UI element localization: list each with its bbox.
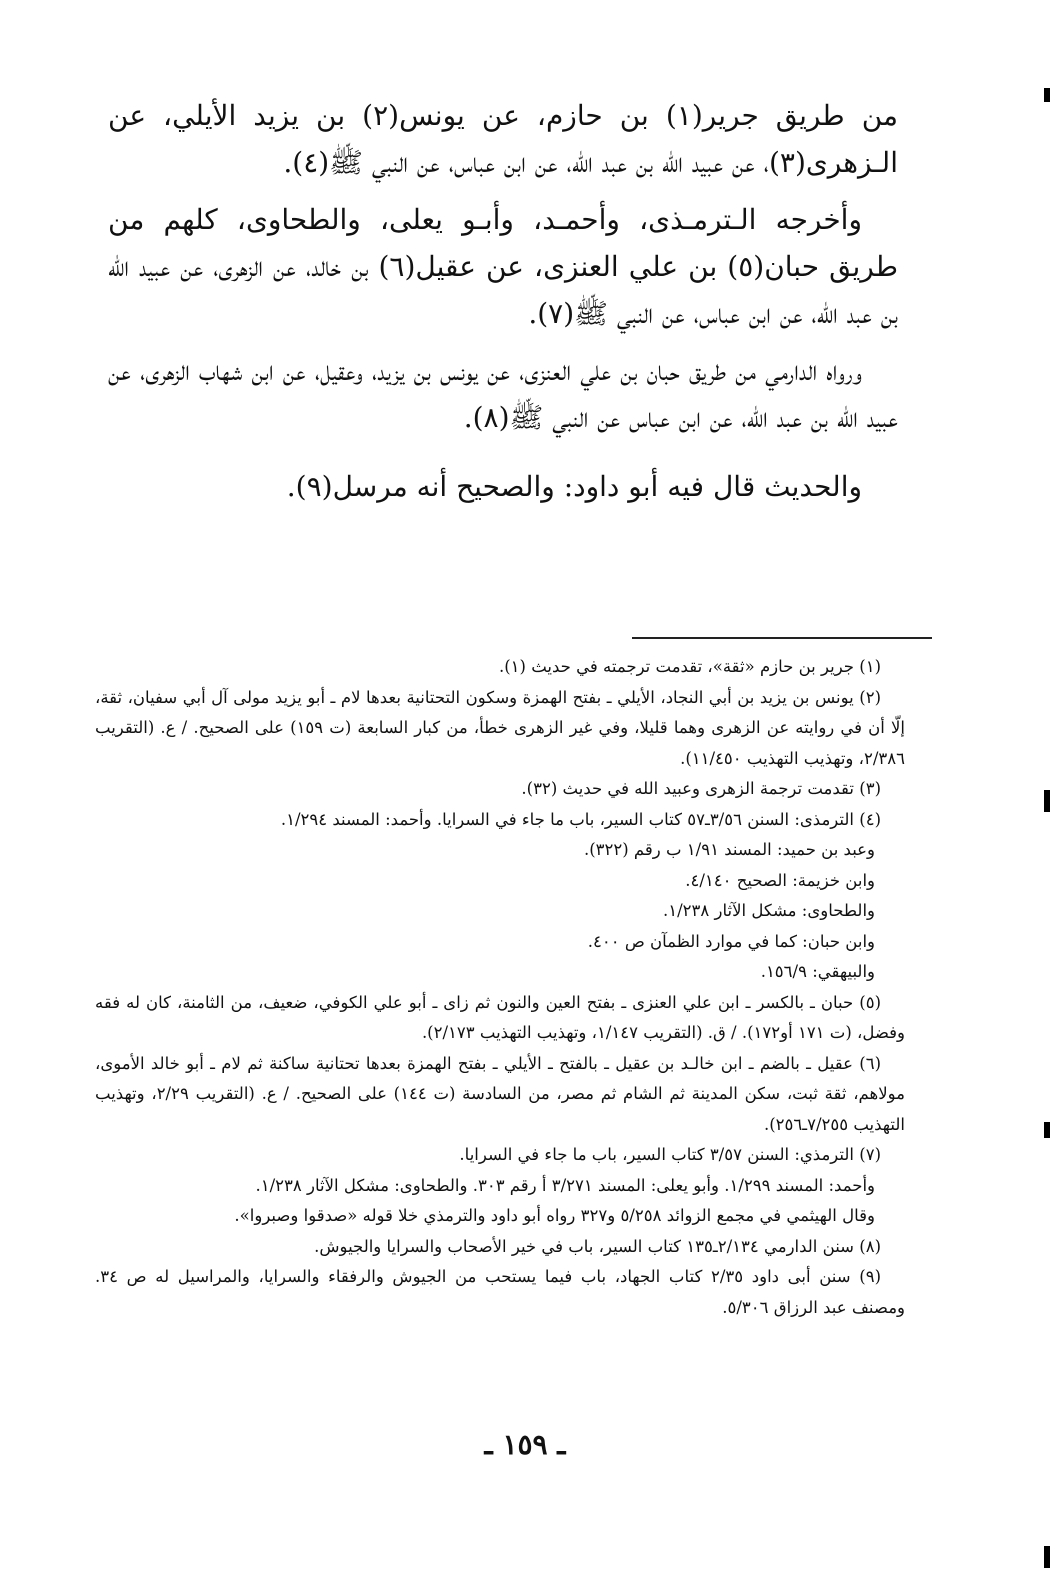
paragraph-2: وأخرجه الـترمـذى، وأحمـد، وأبـو يعلى، والطحاوى، كلهم من طريق حبان(٥) بن علي العنزى، عن عقيل(٦) بن خالد، عن الزهرى، عن عبيد الله بن عبد الله، عن ابن عباس، عن النبي ﷺ(٧). — [108, 203, 898, 330]
scan-edge-mark — [1044, 88, 1050, 102]
scan-edge-mark — [1044, 1122, 1050, 1138]
footnote-7: (٧) الترمذي: السنن ٣/٥٧ كتاب السير، باب ما جاء في السرايا. — [459, 1145, 881, 1164]
footnote-4-line-e: والبيهقي: ١٥٦/٩. — [760, 962, 875, 981]
paragraph-3: ورواه الدارمي من طريق حبان بن علي العنزى، عن يونس بن يزيد، وعقيل، عن ابن شهاب الزهرى، عن عبيد الله بن عبد الله، عن ابن عباس عن النبي ﷺ(٨). — [108, 354, 898, 434]
footnote-9: (٩) سنن أبى داود ٢/٣٥ كتاب الجهاد، باب فيما يستحب من الجيوش والرفقاء والسرايا، والمراسيل له ص ٣٤. ومصنف عبد الرزاق ٥/٣٠٦. — [95, 1267, 905, 1317]
paragraph-4: والحديث قال فيه أبو داود: والصحيح أنه مرسل(٩). — [286, 470, 862, 503]
paragraph-1: من طريق جرير(١) بن حازم، عن يونس(٢) بن يزيد الأيلي، عن الـزهرى(٣)، عن عبيد الله بن عبد الله، عن ابن عباس، عن النبي ﷺ(٤). — [108, 99, 899, 179]
scan-edge-mark — [1044, 1546, 1050, 1568]
footnote-4-line-c: والطحاوى: مشكل الآثار ١/٢٣٨. — [663, 901, 875, 920]
footnote-7-line-a: وأحمد: المسند ١/٢٩٩. وأبو يعلى: المسند ٣/٢٧١ أ رقم ٣٠٣. والطحاوى: مشكل الآثار ١/٢٣٨. — [255, 1175, 875, 1195]
footnote-separator — [632, 637, 932, 639]
scan-edge-mark — [1044, 790, 1050, 812]
footnote-1: (١) جرير بن حازم «ثقة»، تقدمت ترجمته في حديث (١). — [498, 657, 881, 676]
footnote-8: (٨) سنن الدارمي ٢/١٣٤ـ١٣٥ كتاب السير، باب في خير الأصحاب والسرايا والجيوش. — [314, 1236, 881, 1256]
footnote-4: (٤) الترمذى: السنن ٣/٥٦ـ٥٧ كتاب السير، باب ما جاء في السرايا. وأحمد: المسند ١/٢٩٤. — [280, 809, 881, 829]
footnote-5: (٥) حبان ـ بالكسر ـ ابن علي العنزى ـ بفتح العين والنون ثم زاى ـ أبو علي الكوفي، ضعيف، من الثامنة، كان له فقه وفضل، (ت ١٧١ أو١٧٢). / ق. (التقريب ١/١٤٧، وتهذيب التهذيب ٢/١٧٣). — [95, 992, 905, 1042]
footnote-2: (٢) يونس بن يزيد بن أبي النجاد، الأيلي ـ بفتح الهمزة وسكون التحتانية بعدها لام ـ أبو يزيد مولى آل أبي سفيان، ثقة، إلّا أن في روايته عن الزهرى وهما قليلا، وفي غير الزهرى خطأ، من كبار السابعة (ت ١٥٩) على الصحيح. / ع. (التقريب ٢/٣٨٦، وتهذيب التهذيب ١١/٤٥٠). — [95, 687, 905, 768]
footnote-6: (٦) عقيل ـ بالضم ـ ابن خالـد بن عقيل ـ بالفتح ـ الأيلي ـ بفتح الهمزة بعدها تحتانية ساكنة ثم لام ـ أبو خالد الأموى، مولاهم، ثقة ثبت، سكن المدينة ثم الشام ثم مصر، من السادسة (ت ١٤٤) على الصحيح. / ع. (التقريب ٢/٢٩، وتهذيب التهذيب ٧/٢٥٥ـ٢٥٦). — [95, 1053, 905, 1134]
footnote-3: (٣) تقدمت ترجمة الزهرى وعبيد الله في حديث (٣٢). — [521, 779, 881, 798]
page-number: ـ ١٥٩ ـ — [484, 1428, 566, 1461]
footnote-4-line-a: وعبد بن حميد: المسند ١/٩١ ب رقم (٣٢٢). — [583, 840, 875, 859]
footnote-4-line-d: وابن حبان: كما في موارد الظمآن ص ٤٠٠. — [587, 931, 875, 951]
main-text — [108, 92, 898, 510]
footnote-4-line-b: وابن خزيمة: الصحيح ٤/١٤٠. — [685, 870, 875, 890]
footnote-7-line-b: وقال الهيثمي في مجمع الزوائد ٥/٢٥٨ و٣٢٧ رواه أبو داود والترمذي خلا قوله «صدقوا وصبروا». — [234, 1206, 875, 1225]
footnotes — [95, 652, 905, 1323]
